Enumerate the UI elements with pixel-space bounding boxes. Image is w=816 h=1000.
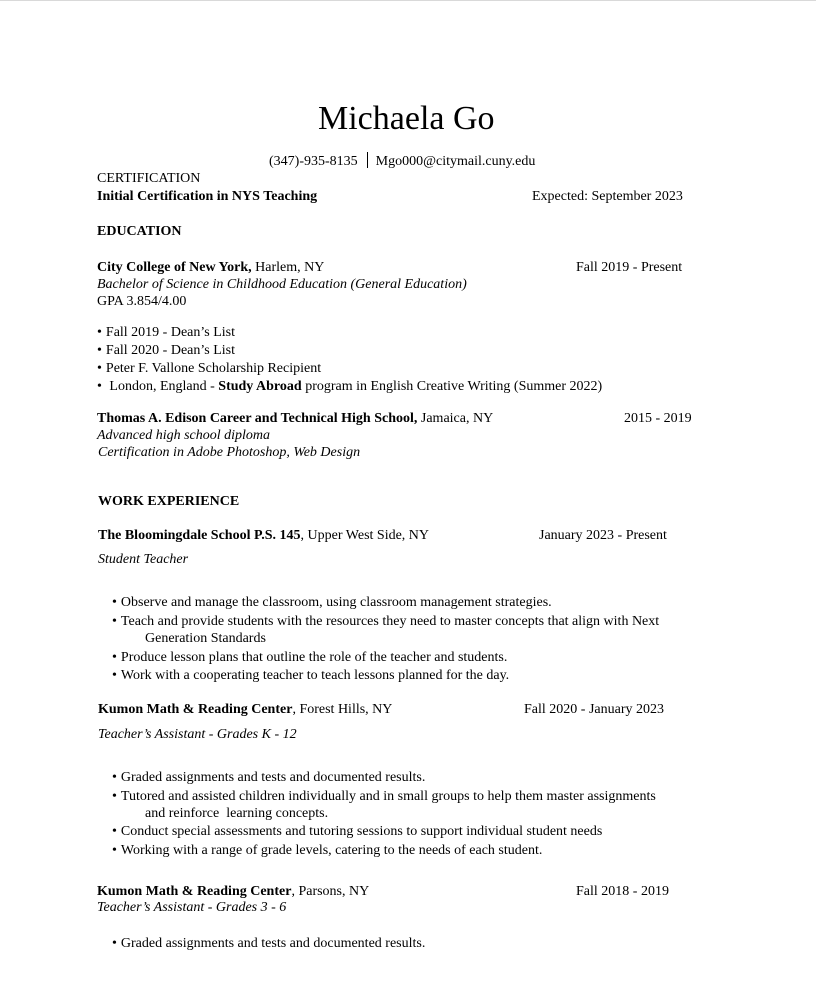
list-item: • Working with a range of grade levels, catering to the needs of each student. bbox=[112, 842, 542, 859]
certification-title: Initial Certification in NYS Teaching bbox=[97, 189, 318, 204]
study-abroad-item bbox=[97, 378, 602, 395]
list-item: • Fall 2020 - Dean’s List bbox=[97, 342, 235, 359]
edison-diploma: Advanced high school diploma bbox=[97, 428, 271, 443]
ccny-dates: Fall 2019 - Present bbox=[576, 260, 683, 275]
page-top-border bbox=[0, 0, 816, 1]
list-item: • Tutored and assisted children individually and in small groups to help them master assignments bbox=[112, 788, 656, 805]
email-address: Mgo000@citymail.cuny.edu bbox=[375, 154, 536, 169]
job-organization: Kumon Math & Reading Center bbox=[98, 702, 293, 717]
edison-school-name: Thomas A. Edison Career and Technical High School, bbox=[97, 411, 418, 426]
certification-heading: CERTIFICATION bbox=[97, 171, 201, 186]
job-header-kumon-forest-hills bbox=[98, 701, 392, 718]
job-location: , Forest Hills, NY bbox=[292, 702, 393, 717]
study-abroad-label: Study Abroad bbox=[218, 379, 302, 394]
contact-line bbox=[269, 152, 535, 170]
edison-entry-header bbox=[97, 410, 493, 427]
ccny-gpa: GPA 3.854/4.00 bbox=[97, 294, 187, 309]
list-item-continuation: and reinforce learning concepts. bbox=[145, 806, 329, 821]
job-organization: Kumon Math & Reading Center bbox=[97, 884, 292, 899]
edison-dates: 2015 - 2019 bbox=[624, 411, 692, 426]
job-header-bloomingdale bbox=[98, 527, 429, 544]
job-role: Teacher’s Assistant - Grades K - 12 bbox=[98, 727, 297, 742]
job-dates: Fall 2020 - January 2023 bbox=[524, 702, 664, 717]
list-item: • Conduct special assessments and tutoring sessions to support individual student needs bbox=[112, 823, 602, 840]
ccny-entry-header bbox=[97, 259, 324, 276]
list-item: • Work with a cooperating teacher to teach lessons planned for the day. bbox=[112, 667, 509, 684]
certification-date: Expected: September 2023 bbox=[532, 189, 683, 204]
list-item: • Observe and manage the classroom, using classroom management strategies. bbox=[112, 594, 552, 611]
list-item: • Graded assignments and tests and documented results. bbox=[112, 935, 425, 952]
phone-number: (347)-935-8135 bbox=[269, 154, 358, 169]
study-abroad-prefix: London, England - bbox=[109, 379, 219, 394]
edison-certification: Certification in Adobe Photoshop, Web Design bbox=[98, 445, 361, 460]
job-header-kumon-parsons bbox=[97, 883, 369, 900]
job-role: Student Teacher bbox=[98, 552, 189, 567]
job-location: , Parsons, NY bbox=[291, 884, 370, 899]
ccny-school-name: City College of New York, bbox=[97, 260, 252, 275]
list-item: • Fall 2019 - Dean’s List bbox=[97, 324, 235, 341]
list-item: • Produce lesson plans that outline the role of the teacher and students. bbox=[112, 649, 507, 666]
job-dates: January 2023 - Present bbox=[539, 528, 667, 543]
list-item-continuation: Generation Standards bbox=[145, 631, 266, 646]
candidate-name: Michaela Go bbox=[318, 100, 495, 137]
list-item: • Graded assignments and tests and documented results. bbox=[112, 769, 425, 786]
work-experience-heading: WORK EXPERIENCE bbox=[98, 494, 240, 509]
study-abroad-suffix: program in English Creative Writing (Summer 2022) bbox=[301, 379, 603, 394]
ccny-location: Harlem, NY bbox=[251, 260, 325, 275]
edison-location: Jamaica, NY bbox=[417, 411, 494, 426]
list-item: • Teach and provide students with the resources they need to master concepts that align with Next bbox=[112, 613, 659, 630]
job-location: , Upper West Side, NY bbox=[300, 528, 430, 543]
list-item: • Peter F. Vallone Scholarship Recipient bbox=[97, 360, 321, 377]
job-dates: Fall 2018 - 2019 bbox=[576, 884, 669, 899]
job-role: Teacher’s Assistant - Grades 3 - 6 bbox=[97, 900, 287, 915]
job-organization: The Bloomingdale School P.S. 145 bbox=[98, 528, 301, 543]
ccny-degree: Bachelor of Science in Childhood Education (General Education) bbox=[97, 277, 467, 292]
education-heading: EDUCATION bbox=[97, 224, 182, 239]
contact-separator bbox=[367, 152, 368, 168]
